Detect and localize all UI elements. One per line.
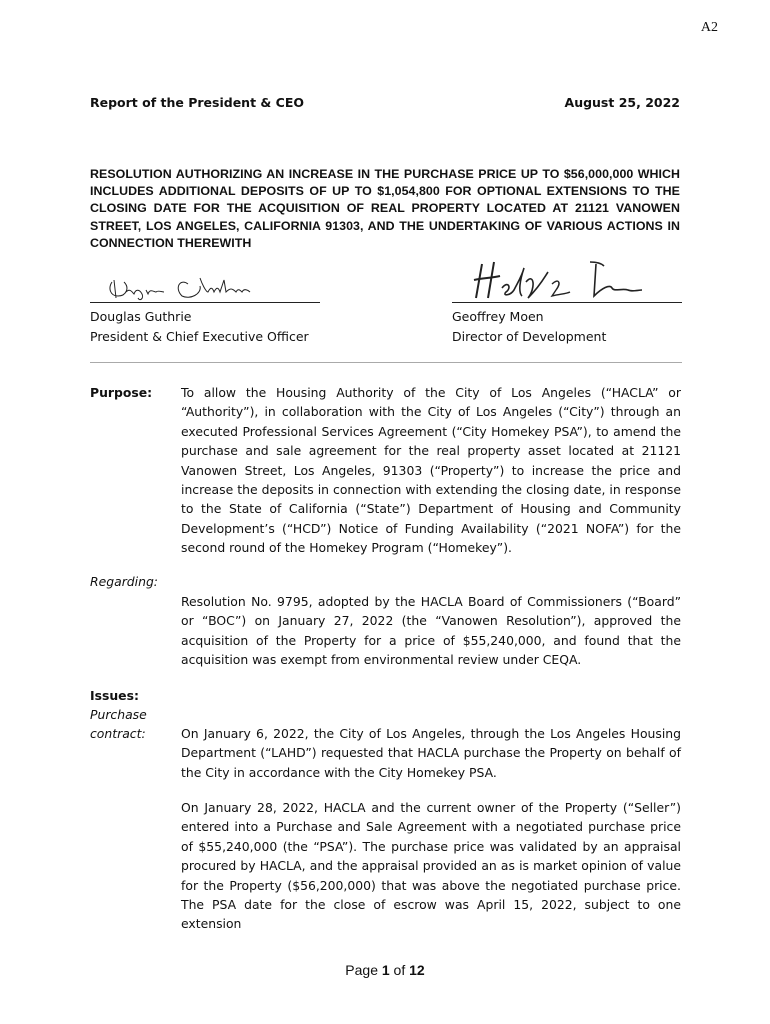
report-date: August 25, 2022 — [564, 95, 680, 110]
issues-sublabel-contract: contract: — [90, 726, 146, 741]
regarding-text: Resolution No. 9795, adopted by the HACLA Board of Commissioners (“Board” or “BOC”) on January 27, 2022 (the “Vanowen Resolution”), approved the acquisition of the Property for a price of $55,240,000, and found that the acquisition was exempt from environmental review under CEQA. — [181, 594, 681, 668]
footer-prefix: Page — [345, 962, 382, 978]
purpose-label: Purpose: — [90, 385, 153, 400]
current-page-number: 1 — [381, 962, 390, 978]
signature-guthrie — [90, 258, 320, 302]
resolution-title: RESOLUTION AUTHORIZING AN INCREASE IN THE PURCHASE PRICE UP TO $56,000,000 WHICH INCLUDES ADDITIONAL DEPOSITS OF UP TO $1,054,800 FOR OPTIONAL EXTENSIONS TO THE CLOSING DATE FOR THE ACQUISITION OF REAL PROPERTY LOCATED AT 21121 VANOWEN STREET, LOS ANGELES, CALIFORNIA 91303, AND THE UNDERTAKING OF VARIOUS ACTIONS IN CONNECTION THEREWITH — [90, 167, 680, 250]
section-divider — [90, 362, 682, 363]
issues-label: Issues: — [90, 688, 139, 703]
signature-line — [452, 302, 682, 303]
signature-moen — [452, 258, 682, 302]
regarding-label: Regarding: — [90, 574, 158, 589]
page-tag: A2 — [700, 20, 718, 35]
signature-block-moen — [452, 258, 682, 347]
issues-paragraph-1: On January 6, 2022, the City of Los Angeles, through the Los Angeles Housing Department (“LAHD”) requested that HACLA purchase the Property on behalf of the City in accordance with the City Homekey PSA. — [181, 726, 681, 780]
footer-middle: of — [389, 962, 410, 978]
issues-paragraph-2: On January 28, 2022, HACLA and the current owner of the Property (“Seller”) entered into a Purchase and Sale Agreement with a negotiated purchase price of $55,240,000 (the “PSA”). The purchase price was validated by an appraisal procured by HACLA, and the appraisal provided an as is market opinion of value for the Property ($56,200,000) that was above the negotiated purchase price. The PSA date for the close of escrow was April 15, 2022, subject to one extension — [181, 800, 681, 932]
report-header-left: Report of the President & CEO — [90, 95, 304, 110]
signer-title: President & Chief Executive Officer — [90, 329, 309, 344]
signer-name: Geoffrey Moen — [452, 309, 544, 324]
signer-name: Douglas Guthrie — [90, 309, 192, 324]
signature-line — [90, 302, 320, 303]
report-header — [90, 95, 680, 110]
purpose-text: To allow the Housing Authority of the City of Los Angeles (“HACLA” or “Authority”), in collaboration with the City of Los Angeles (“City”) through an executed Professional Services Agreement (“City Homekey PSA”), to amend the purchase and sale agreement for the real property asset located at 21121 Vanowen Street, Los Angeles, 91303 (“Property”) to increase the price and increase the deposits in connection with extending the closing date, in response to the State of California (“State”) Department of Housing and Community Development’s (“HCD”) Notice of Funding Availability (“2021 NOFA”) for the second round of the Homekey Program (“Homekey”). — [181, 385, 681, 556]
total-page-count: 12 — [409, 962, 425, 978]
signer-title: Director of Development — [452, 329, 607, 344]
signature-block-guthrie — [90, 258, 320, 347]
page-footer — [0, 962, 770, 978]
issues-sublabel-purchase: Purchase — [90, 707, 147, 722]
